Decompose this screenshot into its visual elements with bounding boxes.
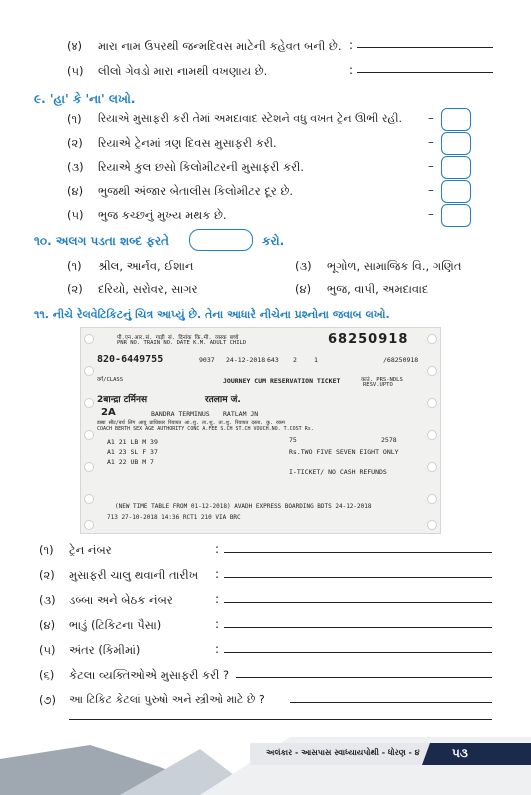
ticket-column-heads-en: COACH BERTH SEX AGE AUTHORITY CONC A.FEE S.CH ST.CH VOUCH.NO. T.COST Rs.: [97, 426, 314, 432]
item-number: (૪): [67, 184, 84, 198]
question-number: (४): [67, 39, 82, 53]
answer-line[interactable]: [224, 577, 492, 578]
ticket-bottom-line: 713 27-10-2018 14:36 RCT1 210 VIA BRC: [107, 514, 241, 521]
dash: –: [428, 135, 434, 149]
answer-line[interactable]: [357, 47, 493, 48]
q10-item-number: (૧): [67, 259, 82, 273]
item-text: અંતર (કિમીમાં): [69, 643, 141, 657]
item-text: ભુજથી અંજાર બેતાલીસ કિલોમીટર દૂર છે.: [98, 184, 293, 198]
q10-title-end: કરો.: [262, 234, 285, 248]
answer-box[interactable]: [441, 156, 471, 179]
ticket-head-labels-en: PNR NO. TRAIN NO. DATE K.M. ADULT CHILD: [117, 340, 247, 346]
answer-box[interactable]: [441, 108, 471, 131]
q10-item-number: (૨): [67, 282, 83, 296]
item-number: (૩): [67, 160, 84, 174]
item-number: (૨): [39, 568, 55, 582]
ticket-to-en: RATLAM JN: [223, 410, 259, 418]
footer-band: [0, 737, 531, 795]
item-text: ડબ્બા અને બેઠક નંબર: [69, 593, 173, 607]
q10-item-text[interactable]: દરિયો, સરોવર, સાગર: [98, 282, 198, 296]
item-text: મુસાફરી ચાલુ થવાની તારીખ: [69, 568, 199, 582]
q10-item-text[interactable]: ભૂગોળ, સામાજિક વિ., ગણિત: [327, 259, 462, 273]
q10-item-number: (૩): [295, 259, 312, 273]
ticket-hole: [427, 494, 437, 504]
colon: :: [215, 617, 220, 631]
item-text: રિયાએ મુસાફરી કરી તેમાં અમદાવાદ સ્ટેશને વધુ વખત ટ્રેન ઊભી રહી.: [98, 112, 403, 125]
item-text: રિયાએ કુલ છસો કિલોમીટરની મુસાફરી કરી.: [98, 160, 304, 174]
item-number: (૫): [39, 643, 56, 657]
ticket-hole: [427, 398, 437, 408]
ticket-km: 643: [267, 356, 279, 364]
answer-box[interactable]: [441, 204, 471, 227]
oval-symbol: [189, 229, 253, 251]
ticket-column-heads: डब्बा सीट/बर्थ लिंग आयु प्राधिकार रियायत आ.शु. ता.शु. ता.शु. रियायत दस्ता. कु. रकम: [97, 420, 285, 426]
ticket-train-no: 9037: [199, 356, 215, 364]
colon: :: [215, 592, 220, 606]
ticket-class-label: वर्ग/CLASS: [97, 377, 124, 383]
item-number: (૪): [39, 618, 56, 632]
ticket-class-code: 2A: [101, 407, 116, 418]
question-text: લીલો ગેવડો મારા નામથી વખણાય છે.: [98, 64, 268, 78]
item-text: ટ્રેન નંબર: [69, 543, 112, 557]
ticket-amount-words: Rs.TWO FIVE SEVEN EIGHT ONLY: [289, 448, 399, 456]
answer-line[interactable]: [224, 602, 492, 603]
ticket-hole: [427, 430, 437, 440]
item-text: કેટલા વ્યક્તિઓએ મુસાફરી કરી ?: [69, 668, 230, 682]
ticket-hole: [84, 462, 94, 472]
item-number: (૧): [67, 112, 82, 126]
ticket-hole: [84, 334, 94, 344]
question-number: (૫): [67, 64, 84, 78]
ticket-note: I-TICKET/ NO CASH REFUNDS: [289, 468, 387, 476]
ticket-date: 24-12-2018: [226, 356, 266, 364]
page-number: ૫૩: [452, 746, 468, 760]
item-number: (૫): [67, 208, 84, 222]
answer-line[interactable]: [224, 627, 492, 628]
ticket-timetable: (NEW TIME TABLE FROM 01-12-2018) AVADH EXPRESS BOARDING BDTS 24-12-2018: [115, 503, 372, 510]
q10-item-text[interactable]: શ્રીલ, આર્નવ, ઈશાન: [98, 259, 194, 273]
ticket-passenger-row: A1 21 LB M 39: [107, 438, 158, 446]
dash: –: [428, 183, 434, 197]
answer-line[interactable]: [290, 702, 492, 703]
q10-item-number: (૪): [295, 282, 312, 296]
ticket-pnr: 820-6449755: [97, 354, 164, 365]
ticket-counter: काउं. PRS-NDLS: [361, 377, 403, 383]
q10-item-text[interactable]: ભુજ, વાપી, અમદાવાદ: [327, 282, 429, 296]
dash: –: [428, 207, 434, 221]
colon: :: [349, 63, 354, 77]
item-text: રિયાએ ટ્રેનમાં ત્રણ દિવસ મુસાફરી કરી.: [98, 136, 277, 150]
ticket-resv-upto: RESV.UPTO: [363, 382, 393, 388]
ticket-hole: [427, 366, 437, 376]
ticket-from-en: BANDRA TERMINUS: [151, 410, 210, 418]
ticket-child: 1: [314, 356, 318, 364]
answer-line[interactable]: [357, 72, 493, 73]
ticket-hole: [427, 520, 437, 530]
ticket-cost-code: 75: [289, 436, 297, 444]
ticket-hole: [427, 334, 437, 344]
answer-line[interactable]: [236, 677, 492, 678]
answer-line[interactable]: [224, 552, 492, 553]
colon: :: [215, 567, 220, 581]
answer-line[interactable]: [69, 719, 492, 720]
ticket-hole: [84, 366, 94, 376]
ticket-passenger-row: A1 22 UB M 7: [107, 458, 154, 466]
dash: –: [428, 159, 434, 173]
answer-line[interactable]: [224, 652, 492, 653]
colon: :: [215, 542, 220, 556]
answer-box[interactable]: [441, 180, 471, 203]
ticket-hole: [84, 430, 94, 440]
item-text: આ ટિકિટ કેટલાં પુરુષો અને સ્ત્રીઓ માટે છે ?: [69, 693, 265, 706]
ticket-hole: [84, 398, 94, 408]
question-text: મારા નામ ઉપરથી જન્મદિવસ માટેની કહેવત બની છે.: [98, 39, 342, 53]
item-number: (૭): [39, 693, 56, 707]
railway-ticket-image: [80, 327, 441, 534]
q9-title: ૯. 'હા' કે 'ના' લખો.: [34, 92, 136, 106]
item-text: ભુજ કચ્છનું મુખ્ય મથક છે.: [98, 208, 227, 222]
ticket-head-labels: पी.एन.आर.सं. गाड़ी सं. दिनांक कि.मी. व्यस्क बच्चे: [117, 335, 239, 341]
footer-book-title: અલંકાર - આસપાસ સ્વાધ્યાયપોથી - ધોરણ - ૪: [266, 748, 420, 757]
q10-title: ૧૦. અલગ પડતા શબ્દ ફરતે: [34, 234, 170, 248]
ticket-to-hindi: रतलाम जं.: [205, 395, 241, 405]
ticket-total: 2578: [381, 436, 397, 444]
colon: :: [215, 642, 220, 656]
ticket-from-hindi: 2बान्द्रा टर्मिनस: [97, 395, 148, 405]
ticket-adult: 2: [293, 356, 297, 364]
answer-box[interactable]: [441, 132, 471, 155]
item-number: (૧): [39, 543, 54, 557]
ticket-hole: [84, 494, 94, 504]
ticket-hole: [84, 520, 94, 530]
ticket-passenger-row: A1 23 SL F 37: [107, 448, 158, 456]
dash: –: [428, 111, 434, 125]
ticket-serial: 68250918: [328, 332, 409, 347]
item-text: ભાડું (ટિકિટના પૈસા): [69, 618, 162, 632]
ticket-serial-small: /68250918: [383, 356, 419, 364]
item-number: (૩): [39, 593, 56, 607]
colon: :: [349, 38, 354, 52]
ticket-type: JOURNEY CUM RESERVATION TICKET: [223, 377, 341, 385]
item-number: (૬): [39, 668, 55, 682]
ticket-hole: [427, 462, 437, 472]
q11-title: ૧૧. નીચે રેલવેટિકિટનું ચિત્ર આપ્યું છે. તેના આધારે નીચેના પ્રશ્નોના જવાબ લખો.: [34, 308, 390, 321]
item-number: (૨): [67, 136, 83, 150]
